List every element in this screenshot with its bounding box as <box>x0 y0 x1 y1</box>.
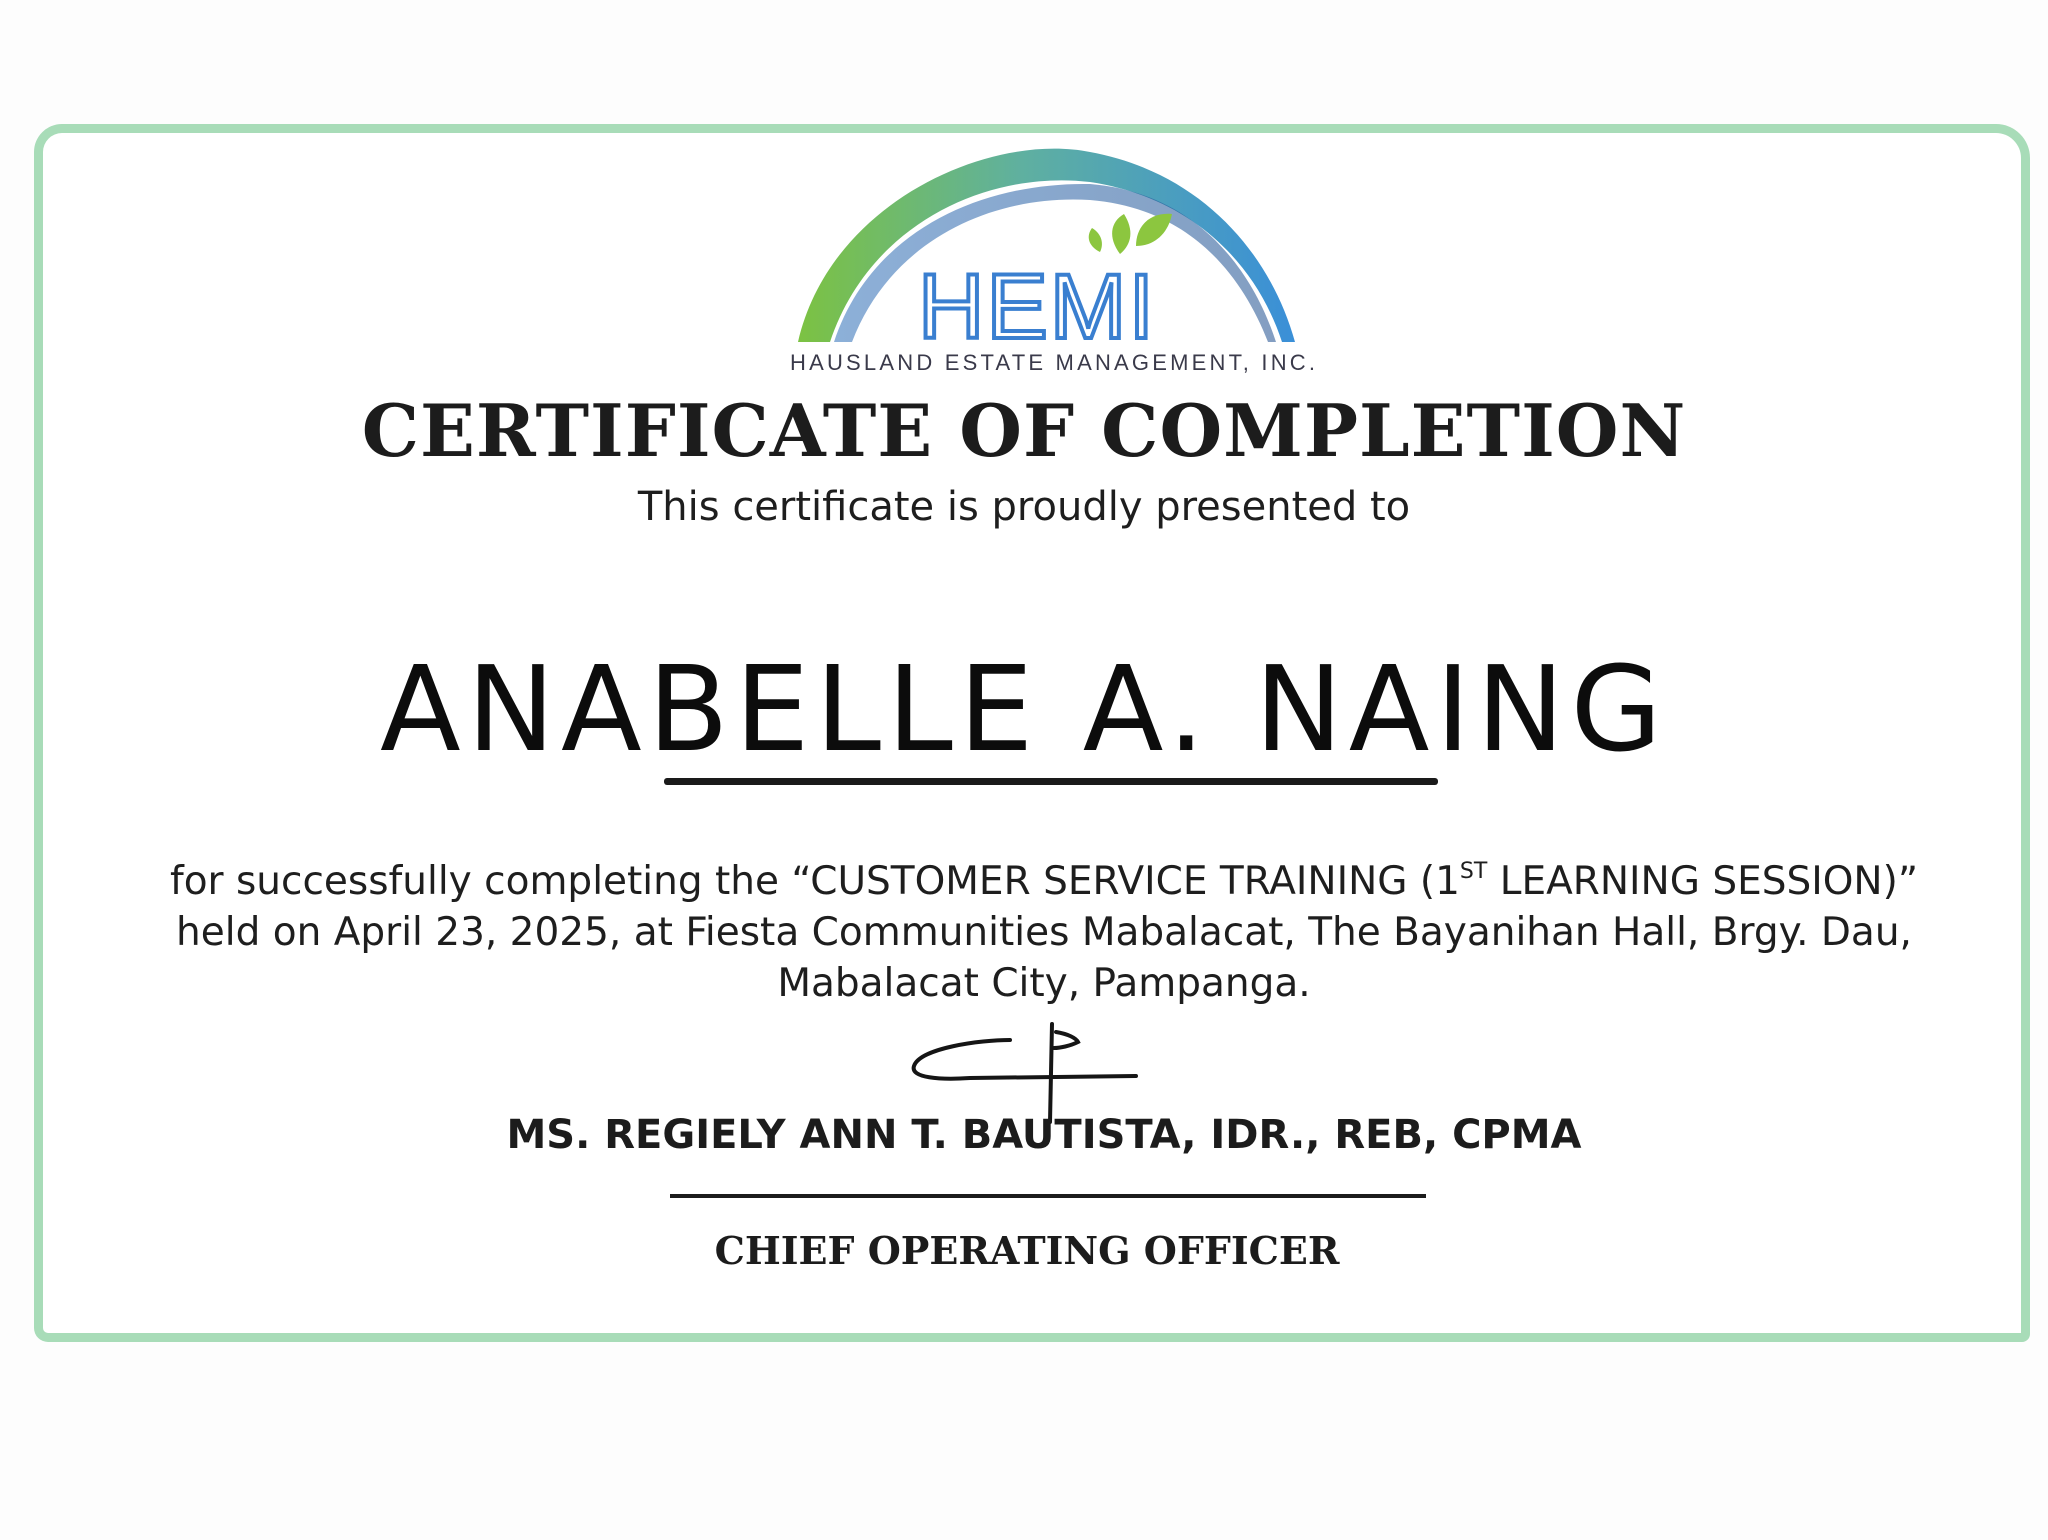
description-part-2: LEARNING SESSION)” held on April 23, 2025, at Fiesta Communities Mabalacat, The Bayanihan Hall, Brgy. Dau, Mabalacat City, Pampanga. <box>176 859 1919 1006</box>
recipient-underline <box>664 778 1438 785</box>
logo-text: HEMI <box>918 256 1156 358</box>
certificate-title: CERTIFICATE OF COMPLETION <box>361 388 1687 473</box>
recipient-name: ANABELLE A. NAING <box>380 640 1668 778</box>
signatory-position: CHIEF OPERATING OFFICER <box>714 1228 1340 1273</box>
hemi-logo-icon <box>790 142 1319 382</box>
signature-line <box>670 1194 1426 1198</box>
description-part-1: for successfully completing the “CUSTOMER SERVICE TRAINING (1 <box>169 859 1460 904</box>
company-name: HAUSLAND ESTATE MANAGEMENT, INC. <box>790 350 1319 375</box>
presented-to-text: This certificate is proudly presented to <box>637 484 1411 530</box>
signatory-name: MS. REGIELY ANN T. BAUTISTA, IDR., REB, CPMA <box>506 1112 1582 1158</box>
completion-description <box>160 856 1928 1009</box>
description-superscript: ST <box>1459 859 1488 884</box>
